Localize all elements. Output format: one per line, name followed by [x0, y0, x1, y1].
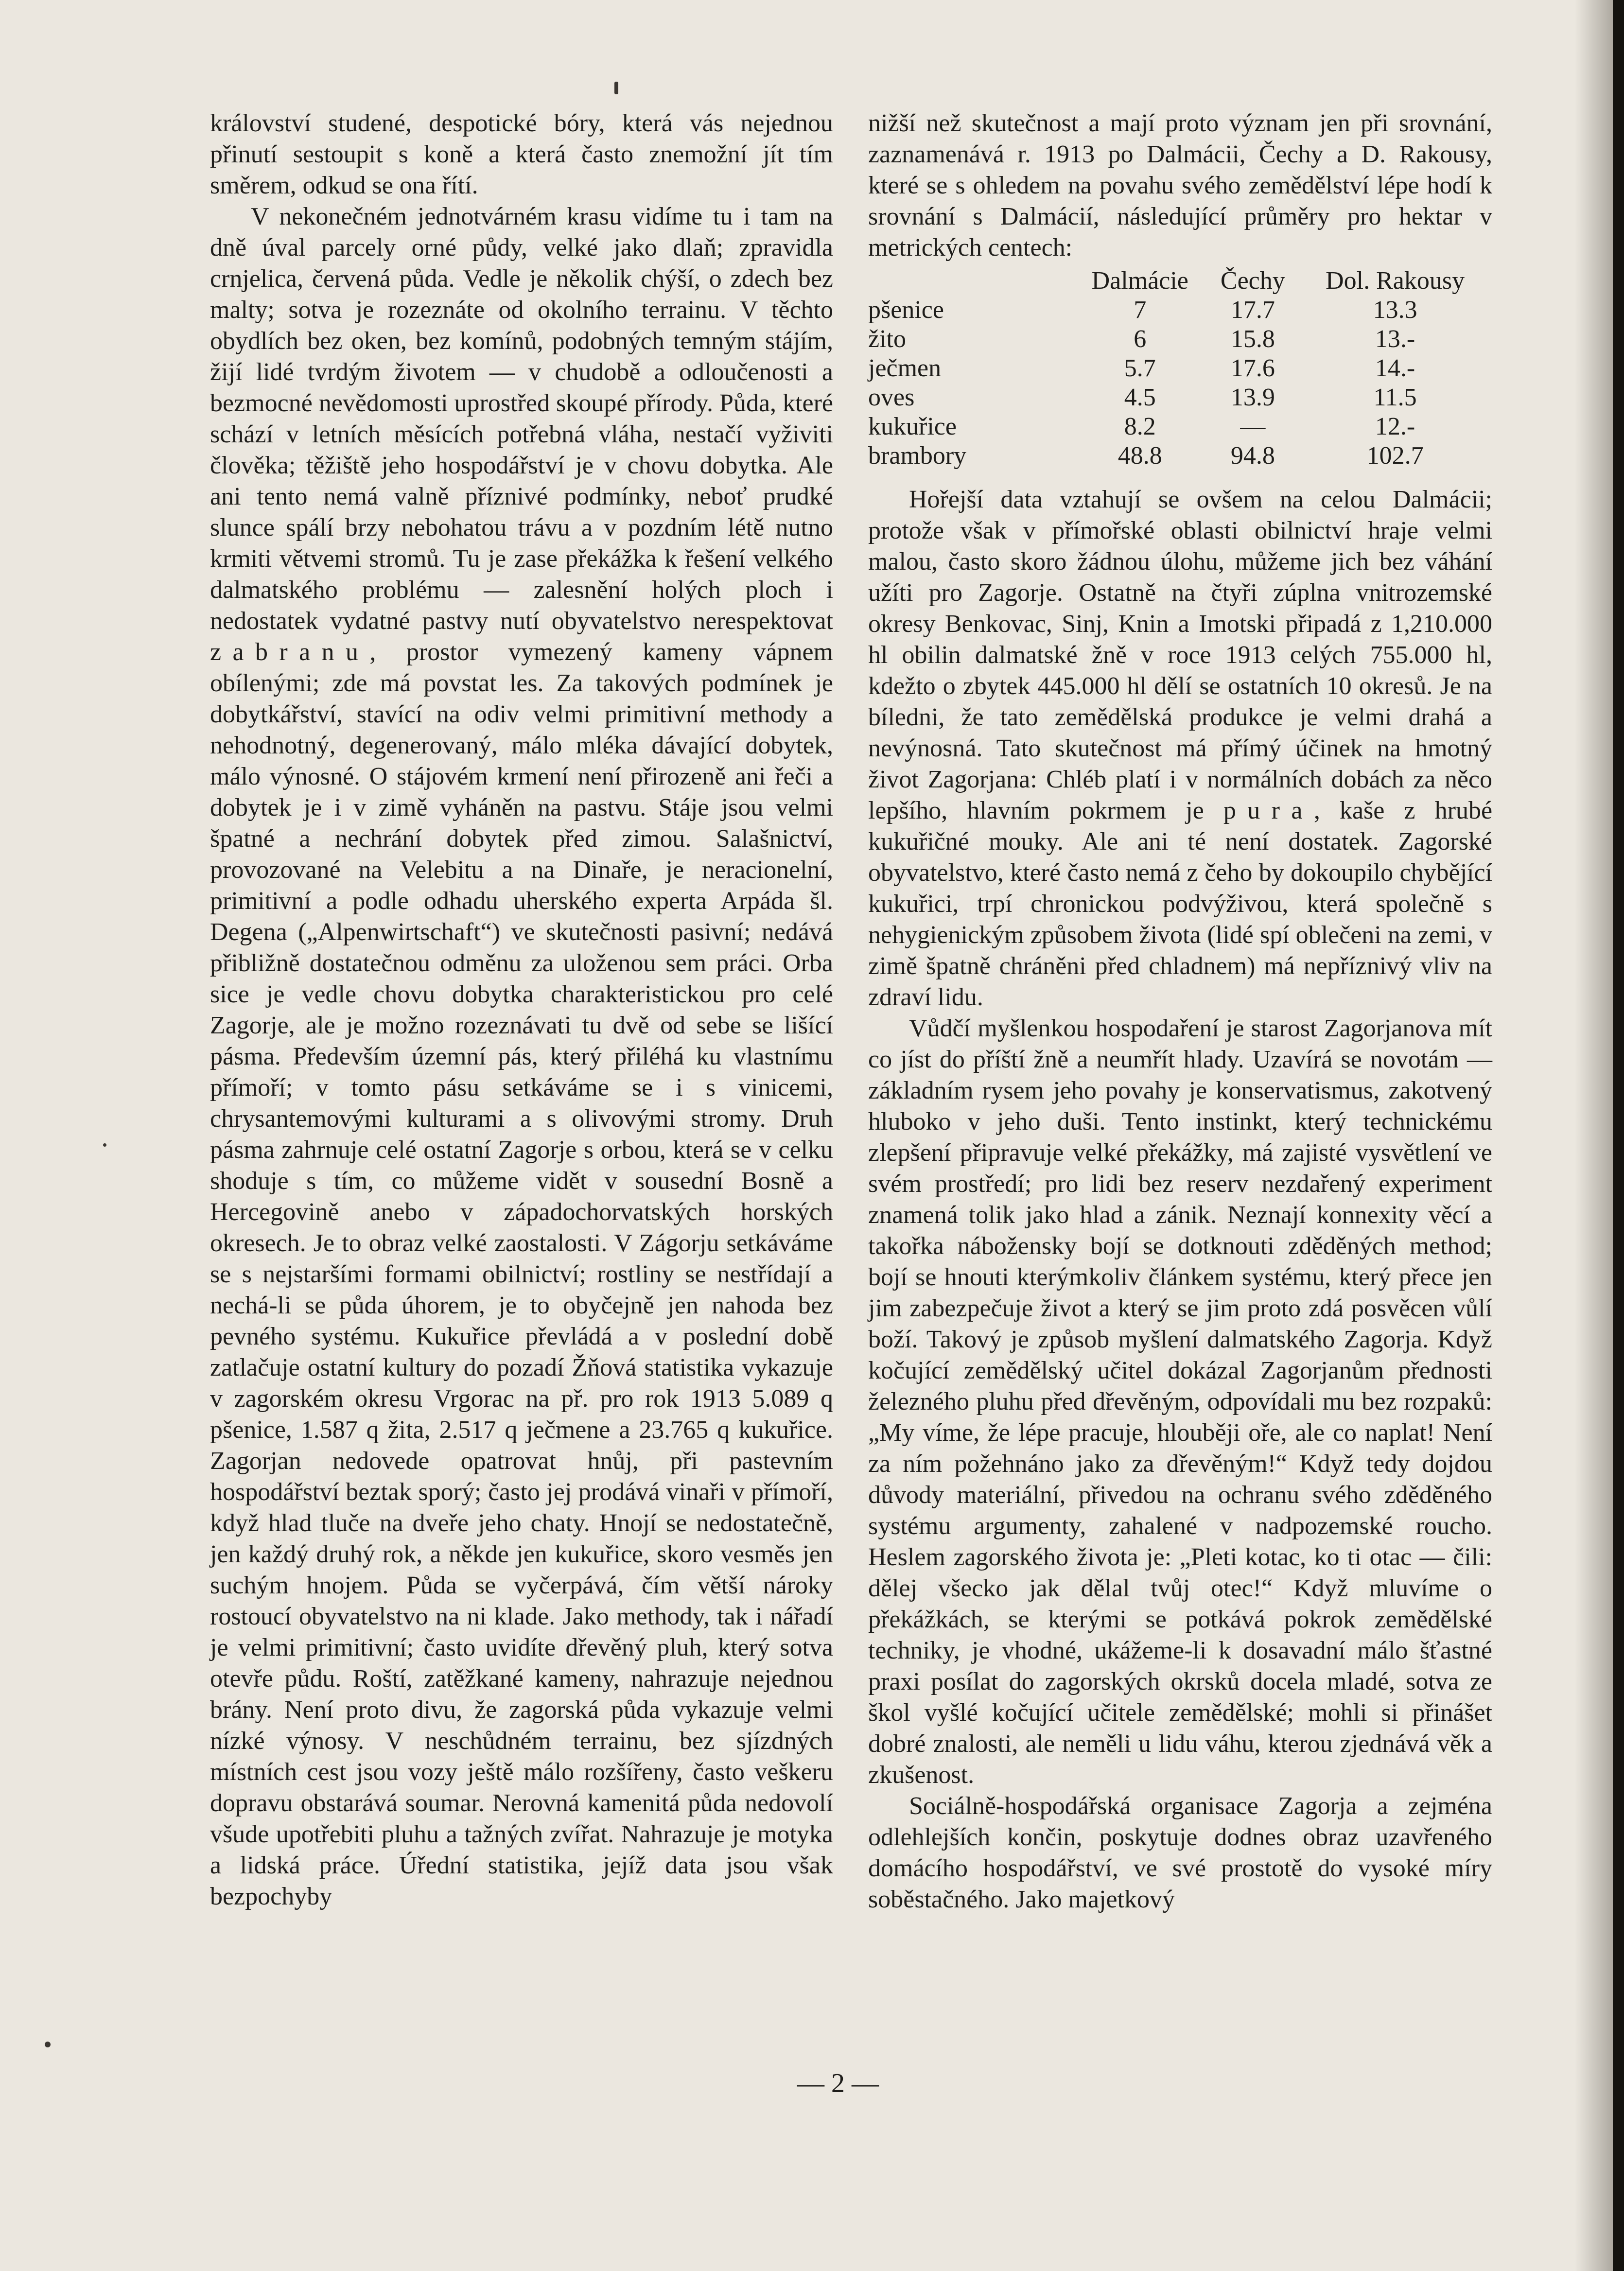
table-cell: 102.7 — [1366, 442, 1424, 470]
text-run: V nekonečném jednotvárném krasu vidíme tu i tam na dně úval parcely orné půdy, velké jako dlaň; zpravidla crnjelica, červená půda. Vedle je několik chýší, o zdech bez malty; sotva je rozeznáte od okolního terrainu. V těchto obydlích bez oken, bez komínů, podobných temným stájím, žijí lidé tvrdým životem — v chudobě a odloučenosti a bezmocné nevědomosti uprostřed skoupé přírody. Půda, které schází v letních měsících potřebná vláha, nestačí vyživiti člověka; těžiště jeho hospodářství je v chovu dobytka. Ale ani tento nemá valně příznivé podmínky, neboť prudké slunce spálí brzy nebohatou trávu a v pozdním létě nutno krmiti větvemi stromů. Tu je zase překážka k řešení velkého dalmatského problému — zalesnění holých ploch i nedostatek vydatné pastvy nutí obyvatelstvo nerespektovat — [210, 203, 833, 635]
crop-name: oves — [868, 384, 915, 411]
text-run: , kaše z hrubé kukuřičné mouky. Ale ani té není dostatek. Zagorské obyvatelstvo, které často nemá z čeho by dokoupilo chybějící kukuřici, trpí chronickou podvýživou, která společně s nehygienickým způsobem života (lidé spí oblečeni na zemi, v zimě špatně chráněni před chladnem) má nepříznivý vliv na zdraví lidu. — [868, 797, 1493, 1011]
paragraph: nižší než skutečnost a mají proto význam jen při srovnání, zaznamenává r. 1913 po Dalmácii, Čechy a D. Rakousy, které se s ohledem na povahu svého zemědělství lépe hodí k srovnání s Dalmácií, následující průměry pro hektar v metrických centech: — [868, 109, 1492, 262]
column-header: Dalmácie — [1091, 267, 1188, 295]
table-cell: 7 — [1134, 296, 1147, 324]
table-cell: 13.3 — [1373, 296, 1417, 324]
table-cell: 48.8 — [1118, 442, 1162, 470]
emphasized-word: pura — [1223, 797, 1314, 824]
crop-name: ječmen — [868, 354, 942, 382]
right-text-column — [868, 108, 1492, 1915]
table-cell: 14.- — [1375, 354, 1415, 382]
table-cell: 17.7 — [1230, 296, 1275, 324]
crop-name: kukuřice — [868, 413, 957, 440]
table-row — [868, 383, 1492, 412]
table-cell: 5.7 — [1124, 354, 1156, 382]
crop-name: brambory — [868, 442, 967, 470]
table-cell: 6 — [1134, 325, 1147, 353]
table-row — [868, 296, 1492, 325]
crop-name: žito — [868, 325, 906, 353]
text-run: , prostor vymezený kameny vápnem obílenými; zde má povstat les. Za takových podmínek je dobytkářství, stavící na odiv velmi primitivní methody a nehodnotný, degenerovaný, málo mléka dávající dobytek, málo výnosné. O stájovém krmení není přirozeně ani řeči a dobytek je i v zimě vyháněn na pastvu. Stáje jsou velmi špatné a nechrání dobytek před zimou. Salašnictví, provozované na Velebitu a na Dinaře, je neracionelní, primitivní a podle odhadu uherského experta Arpáda šl. Degena („Alpenwirtschaft“) ve skutečnosti pasivní; nedává přibližně dostatečnou odměnu za uloženou sem práci. Orba sice je vedle chovu dobytka charakteristickou pro celé Zagorje, ale je možno rozeznávati tu dvě od sebe se lišící pásma. Především územní pás, který přiléhá ku vlastnímu přímoří; v tomto pásu setkáváme se i s vinicemi, chrysantemovými kulturami a s olivovými stromy. Druh pásma zahrnuje celé ostatní Zagorje s orbou, která se v celku shoduje s tím, co můžeme vidět v sousední Bosně a Hercegovině anebo v západochorvatských horských okresech. Je to obraz velké zaostalosti. V Zágorju setkáváme se s nejstaršími formami obilnictví; rostliny se nestřídají a nechá-li se půda úhorem, je to obyčejně jen nahoda bez pevného systému. Kukuřice převládá a v poslední době zatlačuje ostatní kultury do pozadí Žňová statistika vykazuje v zagorském okresu Vrgorac na př. pro rok 1913 5.089 q pšenice, 1.587 q žita, 2.517 q ječmene a 23.765 q kukuřice. Zagorjan nedovede opatrovat hnůj, při pastevním hospodářství beztak sporý; často jej prodává vinaři v přímoří, když hlad tluče na dveře jeho chaty. Hnojí se nedostatečně, jen každý druhý rok, a někde jen kukuřice, skoro vesměs jen suchým hnojem. Půda se vyčerpává, čím větší nároky rostoucí obyvatelstvo na ni klade. Jako methody, tak i nářadí je velmi primitivní; často uvidíte dřevěný pluh, který sotva otevře půdu. Roští, zatěžkané kameny, nahrazuje nejednou brány. Není proto divu, že zagorská půda vykazuje velmi nízké výnosy. V neschůdném terrainu, bez sjízdných místních cest jsou vozy ještě málo rozšířeny, často veškeru dopravu obstarává soumar. Nerovná kamenitá půda nedovolí všude upotřebiti pluhu a tažných zvířat. Nahrazuje je motyka a lidská práce. Úřední statistika, jejíž data jsou však bezpochyby — [210, 638, 833, 1910]
table-cell: 11.5 — [1373, 384, 1417, 411]
table-cell: 4.5 — [1124, 384, 1156, 411]
table-cell: 13.- — [1375, 325, 1415, 353]
table-cell: 94.8 — [1230, 442, 1275, 470]
crop-name: pšenice — [868, 296, 944, 324]
table-row — [868, 412, 1492, 441]
column-header: Čechy — [1220, 267, 1285, 295]
table-cell: 17.6 — [1230, 354, 1275, 382]
column-header: Dol. Rakousy — [1326, 267, 1465, 295]
table-header-row — [868, 266, 1492, 296]
paragraph — [210, 201, 833, 1912]
paragraph — [868, 484, 1492, 1013]
table-cell: 13.9 — [1230, 384, 1275, 411]
paragraph: Vůdčí myšlenkou hospodaření je starost Zagorjanova mít co jíst do příští žně a neumřít hlady. Uzavírá se novotám — základním rysem jeho povahy je konservatismus, zakotvený hluboko v jeho duši. Tento instinkt, který technickému zlepšení připravuje velké překážky, má zajisté vysvětlení ve svém prostředí; pro lidi bez reserv nezdařený experiment znamená tolik jako hlad a zánik. Neznají konnexity věcí a takořka nábožensky bojí se dotknouti zděděných method; bojí se hnouti kterýmkoliv článkem systému, který přece jen jim zabezpečuje život a který se jim proto zdá posvěcen vůlí boží. Takový je způsob myšlení dalmatského Zagorja. Když kočující zemědělský učitel dokázal Zagorjanům přednosti železného pluhu před dřevěným, odpovídali mu bez rozpaků: „My víme, že lépe pracuje, hlouběji oře, ale co naplat! Není za ním požehnáno jako za dřevěným!“ Když tedy dojdou důvody materiální, přivedou na ochranu svého zděděného systému argumenty, zahalené v nadpozemské roucho. Heslem zagorského života je: „Pleti kotac, ko ti otac — čili: dělej všecko jak dělal tvůj otec!“ Když mluvíme o překážkách, se kterými se potkává pokrok zemědělské techniky, je vhodné, ukážeme-li k dosavadní málo šťastné praxi posílat do zagorských okrsků docela mladé, sotva ze škol vyšlé kočující učitele zemědělské; mohli si přinášet dobré znalosti, ale neměli u lidu váhu, kterou zjednává věk a zkušenost. — [868, 1014, 1492, 1789]
table-cell: — — [1240, 413, 1266, 440]
table-row — [868, 325, 1492, 354]
yield-table — [868, 266, 1492, 471]
table-cell: 12.- — [1375, 413, 1415, 440]
table-row — [868, 441, 1492, 471]
emphasized-word: zabranu — [210, 638, 370, 666]
table-row — [868, 354, 1492, 383]
table-cell: 15.8 — [1230, 325, 1275, 353]
print-speck — [45, 2042, 51, 2047]
page-number: — 2 — — [797, 2068, 879, 2098]
page-edge-shadow — [1575, 0, 1613, 2271]
left-text-column — [210, 108, 833, 1912]
paragraph: Sociálně-hospodářská organisace Zagorja a zejména odlehlejších končin, poskytuje dodnes obraz uzavřeného domácího hospodářství, ve své prostotě do vysoké míry soběstačného. Jako majetkový — [868, 1792, 1492, 1913]
table-cell: 8.2 — [1124, 413, 1156, 440]
paragraph: království studené, despotické bóry, která vás nejednou přinutí sestoupit s koně a která často znemožní jít tím směrem, odkud se ona řítí. — [210, 109, 833, 199]
print-speck — [614, 82, 618, 94]
page-edge — [1613, 0, 1624, 2271]
text-run: Hořejší data vztahují se ovšem na celou Dalmácii; protože však v přímořské oblasti obilnictví hraje velmi malou, často skoro žádnou úlohu, můžeme jich bez váhání užíti pro Zagorje. Ostatně na čtyři zúplna vnitrozemské okresy Benkovac, Sinj, Knin a Imotski připadá z 1,210.000 hl obilin dalmatské žně v roce 1913 celých 755.000 hl, kdežto o zbytek 445.000 hl dělí se ostatních 10 okresů. Je na bíledni, že tato zemědělská produkce je velmi drahá a nevýnosná. Tato skutečnost má přímý účinek na hmotný život Zagorjana: Chléb platí i v normálních dobách za něco lepšího, hlavním pokrmem je — [868, 486, 1492, 824]
print-speck — [103, 1143, 106, 1147]
